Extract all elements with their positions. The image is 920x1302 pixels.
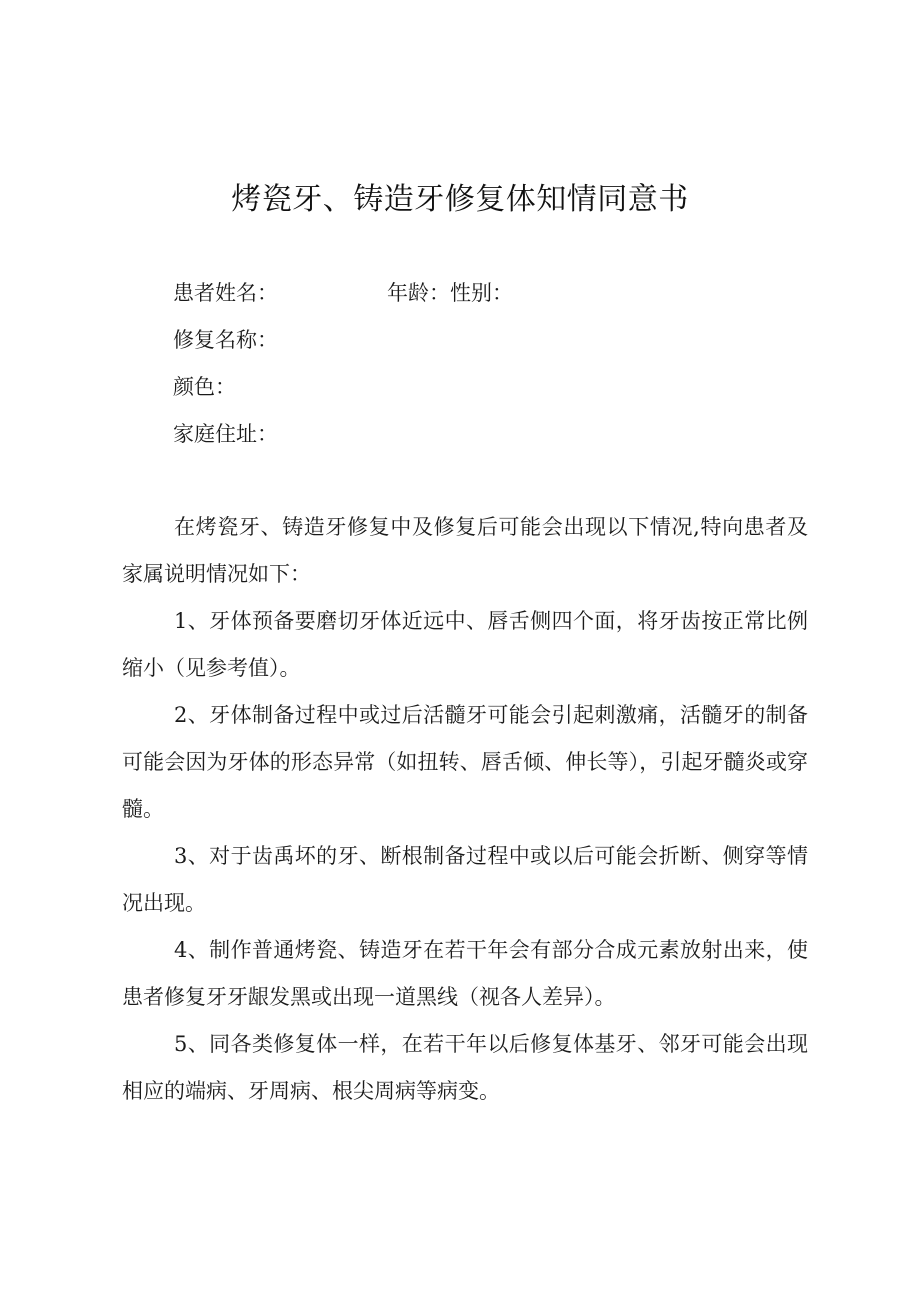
patient-info-section <box>173 274 813 462</box>
address-row <box>173 415 813 462</box>
item-paragraph-2: 2、牙体制备过程中或过后活髓牙可能会引起刺激痛，活髓牙的制备可能会因为牙体的形态异常（如扭转、唇舌倾、伸长等），引起牙髓炎或穿髓。 <box>122 703 808 821</box>
item-paragraph-3: 3、对于齿禹坏的牙、断根制备过程中或以后可能会折断、侧穿等情况出现。 <box>122 844 808 915</box>
consent-body <box>122 504 808 1115</box>
item-paragraph-1: 1、牙体预备要磨切牙体近远中、唇舌侧四个面，将牙齿按正常比例缩小（见参考值）。 <box>122 609 808 680</box>
patient-name-row <box>173 274 813 321</box>
color-row <box>173 368 813 415</box>
gender-label: 性别： <box>450 281 513 305</box>
color-label: 颜色： <box>173 375 236 399</box>
restoration-name-label: 修复名称： <box>173 328 278 352</box>
document-title: 烤瓷牙、铸造牙修复体知情同意书 <box>231 182 689 217</box>
address-label: 家庭住址： <box>173 422 278 446</box>
patient-name-label: 患者姓名： <box>173 281 278 305</box>
item-paragraph-4: 4、制作普通烤瓷、铸造牙在若干年会有部分合成元素放射出来，使患者修复牙牙龈发黑或出现一道黑线（视各人差异）。 <box>122 938 808 1009</box>
item-paragraph-5: 5、同各类修复体一样，在若干年以后修复体基牙、邻牙可能会出现相应的端病、牙周病、根尖周病等病变。 <box>122 1032 808 1103</box>
age-label: 年龄： <box>387 281 450 305</box>
restoration-name-row <box>173 321 813 368</box>
age-gender-group <box>387 274 513 312</box>
intro-paragraph: 在烤瓷牙、铸造牙修复中及修复后可能会出现以下情况,特向患者及家属说明情况如下： <box>122 515 808 586</box>
